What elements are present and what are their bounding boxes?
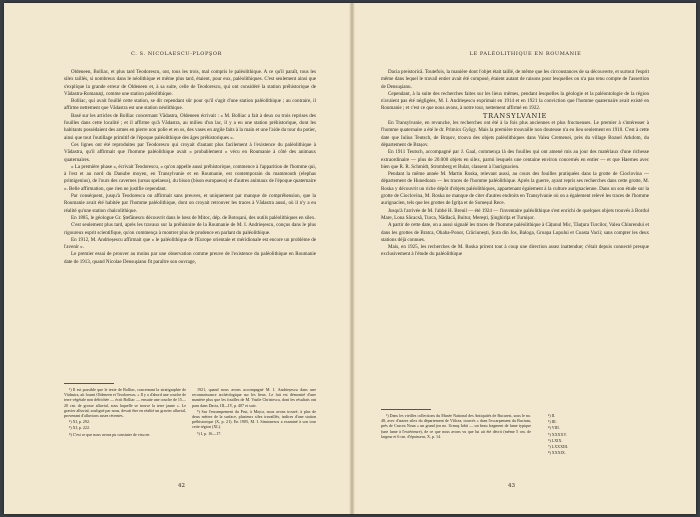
paragraph: En Transylvanie, en revanche, les recherches ont été à la fois plus anciennes et plus fructueuses. Le premier à s'intéresser à l'homme quaternaire a été le dr. Primics Gyögy. Mais la première trouvaille non douteuse n'a eu lieu seulement en 1910. C'est à cette date que Iulius Teutsch, de Brașov, trouva des objets paléolithiques dans Valea Cremenei, près du village Bozsel Arkdom, du département de Brașov. bbox=[381, 120, 649, 148]
section-title: TRANSYLVANIE bbox=[482, 111, 548, 120]
paragraph: Basé sur les articles de Bolliac concernant Vădastra, Oldeneen écrivait : « M. Bolliac a fait à deux ou trois reprises des fouilles dans cette localité ; et il affirme qu'à Vădastra, au milieu d'un lac, il y a eu une station préhistorique, dont les habitants possédaient des armes en pierre non polie et en os, des vases en argile faits à la main et une l'aide du tour du potier, ainsi que tout l'outillage primitif de l'époque paléolithique des âges préhistoriques ». bbox=[64, 112, 316, 141]
footnote: 1921, quand nous avons accompagné M. I. Andrieșescu dans une reconnaissance archéologique sur les lieux. Le fait est démontré d'une manière plus que les fouilles de M. Vasile Christescu, dont les résultats ont paru dans Dacia, III—IV, p. 407 et suiv. bbox=[192, 387, 316, 408]
right-body-text bbox=[381, 69, 649, 395]
paragraph: En 1885, le géologue Gr. Ştefănescu découvrit dans le lœss de Mitoc, dép. de Botoșani, des outils paléolithiques en silex. bbox=[71, 214, 316, 221]
left-body-text bbox=[64, 69, 316, 369]
footnote: ⁶) LXIX. bbox=[548, 437, 563, 443]
paragraph: En 1912, M. Andrieșescu affirmait que « le paléolithique de l'Europe orientale et méridionale est encore un problème de l'avenir ». bbox=[64, 236, 316, 251]
paragraph: A partir de cette date, on a aussi signalé les traces de l'homme paléolithique à Cățunul Mic, Tăuţura Turcilor, Valea Chinrendui et dans les grottes de Bratca, Ohaba-Ponor, Crăciunești, Șura din Jos, Baloga, Groapa Lupului et Coasta Vacii; sans compter les deux stations déjà connues. bbox=[381, 222, 649, 243]
footnote: ²) XI, p. 292. bbox=[69, 419, 90, 425]
footnote: ⁸) XXXIX. bbox=[548, 450, 566, 456]
footnote: ⁷) LXXXIII. bbox=[548, 444, 569, 450]
paragraph: Cependant, à la suite des recherches faites sur les lieux mêmes, pendant lesquelles la géologie et la paléontologie de la région n'avaient pas été négligées, M. I. Andrieșescu exprimait en 1914 et en 1921 la conviction que l'homme quaternaire avait existé en Roumanie ; et c'est ce que nous avons, à notre tour, nettement affirmé en 1922. bbox=[381, 90, 649, 112]
footnote: ⁶) I, p. 16—17. bbox=[197, 430, 222, 436]
right-page bbox=[355, 3, 696, 514]
left-page-number: 42 bbox=[178, 483, 185, 489]
paragraph: Ces lignes ont été reproduites par Teodorescu qui croyait d'autant plus facilement à l'existence du paléolithique à Vădastra, qu'il affirmait que l'homme paléolithique avait « probablement » vécu en Roumanie à côté des animaux quaternaires. bbox=[64, 141, 316, 163]
footnote: ³) III. bbox=[548, 419, 557, 425]
right-footnote-rule bbox=[381, 409, 431, 410]
footnote: ⁴) VIII. bbox=[548, 425, 560, 431]
right-footnotes-col1 bbox=[381, 413, 531, 473]
paragraph: Oldeneen, Bolliac, et plus tard Teodorescu, ont, tous les trois, mal compris le paléolithique. A ce qu'il paraît, tous les silex taillés, si nombreux dans le néolithique et même plus tard, étaient, pour eux, paléolithiques. C'est seulement ainsi que s'explique la grande erreur de Oldeneen et, à sa suite, celle de Teodorescu, qui ont considéré la station préhistorique de Vădastra-Romanați, comme une station paléolithique. bbox=[64, 69, 316, 97]
paragraph: « La première phase », écrivait Teodorescu, « qu'on appelle aussi préhistorique, commence à l'apparition de l'homme qui, à l'est et au nord du Danube moyen, en Transylvanie et en Roumanie, est contemporain du mammouth (elephas primigenius), de l'ours des cavernes (ursus spelaeus), du bison (bison europaeus) et d'autres animaux de l'époque quaternaire ». Belle affirmation, que rien ne justifie cependant. bbox=[64, 163, 316, 192]
paragraph: Le premier essai de prouver au moins par une observation comme preuve de l'existence du paléolithique en Roumanie date de 1913, quand Nicolae Densuşianu fit paraître son ouvrage, bbox=[64, 251, 316, 265]
footnote: ⁵) Sur l'encampement du Prut, à Moțca, nous avons trouvé, à plus de deux mètres de la surface, plusieurs silex travaillés, indices d'une station préhistorique (X, p. 21). En 1905, M. I. Simionescu a examiné à son tour cette région (XL). bbox=[192, 408, 316, 430]
left-running-head: C. S. NICOLAESCU-PLOPŞOR bbox=[130, 51, 222, 57]
book-spread bbox=[4, 3, 696, 514]
footnote: ¹) Il est possible que le texte de Bolliac, concernant la stratigraphie de Vădastra, ait fourni Oldeneen et Teodorescu. « Il y a d'abord une couche de terre végétale non défrichée — écrit Bolliac — ensuite une couche de 15—20 cm. de grosse alluvial, sous laquelle se trouve la terre jaune ». Le gravier alluvial, souligné par nous, devait être en réalité un gravier alluvial, provenant d'alluvions assez récentes. bbox=[64, 387, 186, 419]
footnote: ¹) Dans les vieilles collections du Musée National des Antiquités de Bucarest, sous le no. 48, avec d'autres silex du département de Vâlcea, trouvés « dans l'escarpement du Bucium, près de Crucea Noua » un grand jeu no. Urmaş Iabii — un beau fragment de lame typique (une lame à l'extérieure), de ce que nous avons vu que lui ait été décrit (même 5 cm. de largeur et 6 cm. d'épaisseur, X, p. 14. bbox=[381, 413, 531, 439]
left-footnotes-col1 bbox=[64, 387, 186, 477]
right-running-head: LE PALÉOLITHIQUE EN ROUMANIE bbox=[469, 51, 582, 57]
footnote: ⁵) XXXXV. bbox=[548, 431, 567, 437]
footnote: ³) XI, p. 222. bbox=[69, 425, 90, 431]
right-page-number: 43 bbox=[508, 483, 515, 489]
paragraph: Par conséquent, jusqu'à Teodorescu on affirmait sans preuves, et uniquement par manque de compréhension, que la Roumanie avait été habitée par l'homme paléolithique, dont on croyait retrouver les traces à Vădastra aussi, où il n'y a eu réalité qu'une station chalcolithique. bbox=[64, 193, 316, 214]
footnote: ²) II. bbox=[548, 413, 556, 418]
paragraph: Pendant la même année M. Martin Roska, relevant aussi, au cours des fouilles pratiquées dans la grotte de Cioclovina — département de Hunedoara — les traces de l'homme paléolithique. Après la guerre, ayant repris ses recherches dans cette grotte, M. Roska y découvrit un riche dépôt d'objets paléolithiques, appartenant également à la culture aurignacienne. Dans un son étude sur la grotte de Cioclovina, M. Roska ne manque de citer d'autres endroits en Transylvanie où on a également relevé les traces de l'homme aurignacien, tels que les grottes de Igrița et de Someșul Rece. bbox=[381, 171, 649, 207]
left-footnotes-col2 bbox=[192, 387, 316, 477]
paragraph: Mais, en 1925, les recherches de M. Roska prirent tout à coup une direction assez inattendue; c'était depuis connecté presque exclusivement à l'étude du paléolithique bbox=[381, 244, 649, 258]
paragraph: Jusqu'à l'arrivée de M. l'abbé H. Breuil — été 1924 — l'inventaire paléolithique s'est enrichi de quelques objets trouvés à Bordul Mare, Lona Sâcacsâ, Turca, Nădlacă, Buitur, Mereşti, Şinghiriţa et Turnişor. bbox=[381, 207, 649, 221]
paragraph: Bolliac, qui avait fouillé cette station, se dit cependant sûr pour qu'il s'agit d'une station paléolithique ; au contraire, il affirme nettement que Vădastra est une station néolithique. bbox=[64, 98, 316, 112]
left-page bbox=[4, 3, 349, 514]
paragraph: En 1911 Teutsch, accompagné par J. Gaal, commença là des fouilles qui ont amené mis au jour des matériaux d'une richesse extraordinaire — plus de 20.000 objets en silex, parmi lesquels une centaine environ concernés en entier — et que Haernes avec bien que R. R. Schmidt, Stromberg et Bulat, classent à l'aurignacien. bbox=[381, 149, 649, 170]
paragraph: C'est seulement plus tard, après les travaux sur la préhistoire de la Roumanie de M. I. Andrieșescu, conçus dans le plus rigoureux esprit scientifique, qu'on commença à montrer plus de prudence en parlant du paléolithique. bbox=[64, 222, 316, 236]
footnote: ⁴) C'est ce que nous avons pu constater de visu en bbox=[69, 431, 150, 437]
paragraph: Dacia preistorică. Toutefois, la manière dont l'objet était taillé, de même que les circonstances de sa découverte, et surtout l'esprit même dans lequel le travail entier avait été composé, étaient autant de raisons pour lesquelles on n'a pas tenu compte de l'assertion de Densuşianu. bbox=[381, 69, 649, 90]
right-footnotes-col2 bbox=[543, 413, 603, 473]
left-footnote-rule bbox=[64, 383, 114, 384]
